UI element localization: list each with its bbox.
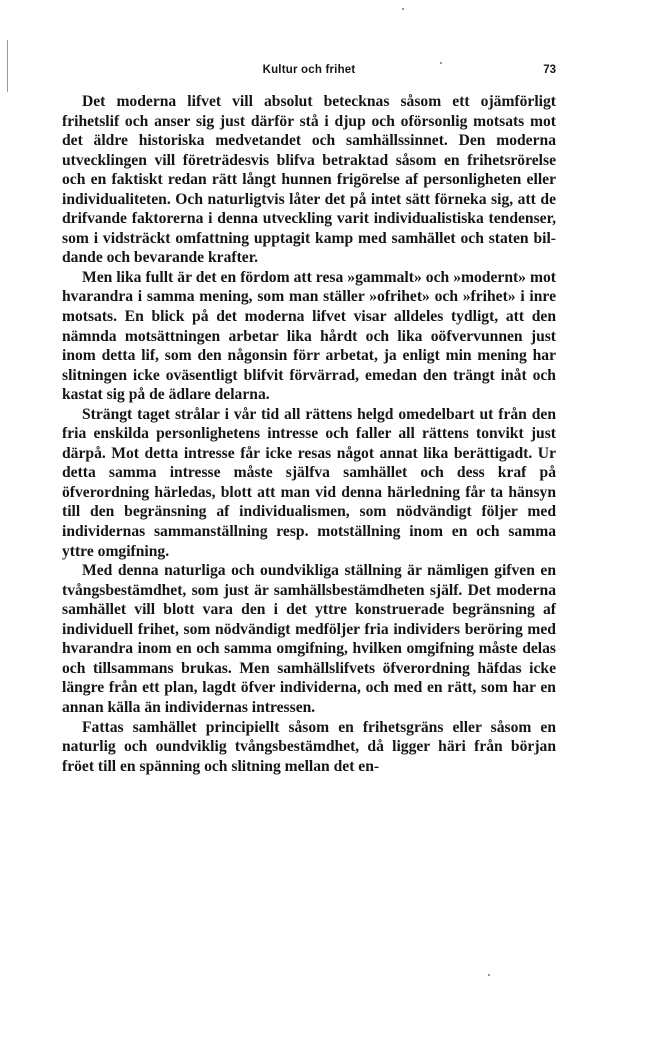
page-number: 73 bbox=[543, 64, 556, 76]
paragraph: Det moderna lifvet vill absolut betecknas såsom ett ojämförligt frihetslif och anser sig just därför stå i djup och oförsonlig motsats mot det äldre historiska medvetandet och samhällssinnet. Den moderna utvecklingen vill företrädesvis blifva betraktad såsom en frihetsrörelse och en faktiskt redan rätt långt hunnen frigörelse af personligheten eller individualiteten. Och naturligtvis låter det på intet sätt förneka sig, att de drifvande faktorerna i denna utveckling varit individualistiska tendenser, som i vidsträckt omfattning upptagit kamp med samhället och staten bildande och bevarande krafter. bbox=[62, 93, 556, 267]
running-title: Kultur och frihet bbox=[262, 64, 356, 76]
paragraph: Strängt taget strålar i vår tid all rättens helgd omedelbart ut från den fria enskilda personlighetens intresse och faller all rättens tonvikt just därpå. Mot detta intresse får icke resas något annat lika berättigadt. Ur detta samma intresse måste själfva samhället och dess kraf på öfverordning härledas, blott att man vid denna härledning får ta hänsyn till den begränsning af individualismen, som nödvändigt följer med individernas sammanställning resp. motställning inom en och samma yttre omgifning. bbox=[62, 405, 556, 560]
running-head bbox=[62, 64, 556, 84]
paragraph: Fattas samhället principiellt såsom en frihetsgräns eller såsom en naturlig och oundviklig tvångsbestämdhet, då ligger häri från början fröet till en spänning och slitning mellan det en- bbox=[62, 718, 556, 775]
scan-speck bbox=[488, 974, 490, 976]
paragraph: Med denna naturliga och oundvikliga ställning är nämligen gifven en tvångsbestämdhet, som just är samhällsbestämdheten själf. Det moderna samhället vill blott vara den i det yttre konstruerade begränsning af individuell frihet, som nödvändigt medföljer fria individers beröring med hvarandra inom en och samma omgifning, hvilken omgifning måste delas och tillsammans brukas. Men samhällslifvets öfverordning häfdas icke längre från ett plan, lagdt öfver individerna, och med en rätt, som har en annan källa än individernas intressen. bbox=[62, 562, 556, 716]
scan-speck bbox=[402, 8, 404, 10]
scan-margin-line bbox=[7, 40, 8, 92]
paragraph: Men lika fullt är det en fördom att resa »gammalt» och »modernt» mot hvarandra i samma mening, som man ställer »ofrihet» och »frihet» i inre motsats. En blick på det moderna lifvet visar alldeles tydligt, att den nämnda motsättningen arbetar lika hårdt och lika oöfvervunnen just inom detta lif, som den någonsin förr arbetat, ja enligt min mening har slitningen icke oväsentligt blifvit förvärrad, emedan den trängt inåt och kastat sig på de ädlare delarna. bbox=[62, 268, 556, 404]
body-text bbox=[62, 92, 556, 776]
